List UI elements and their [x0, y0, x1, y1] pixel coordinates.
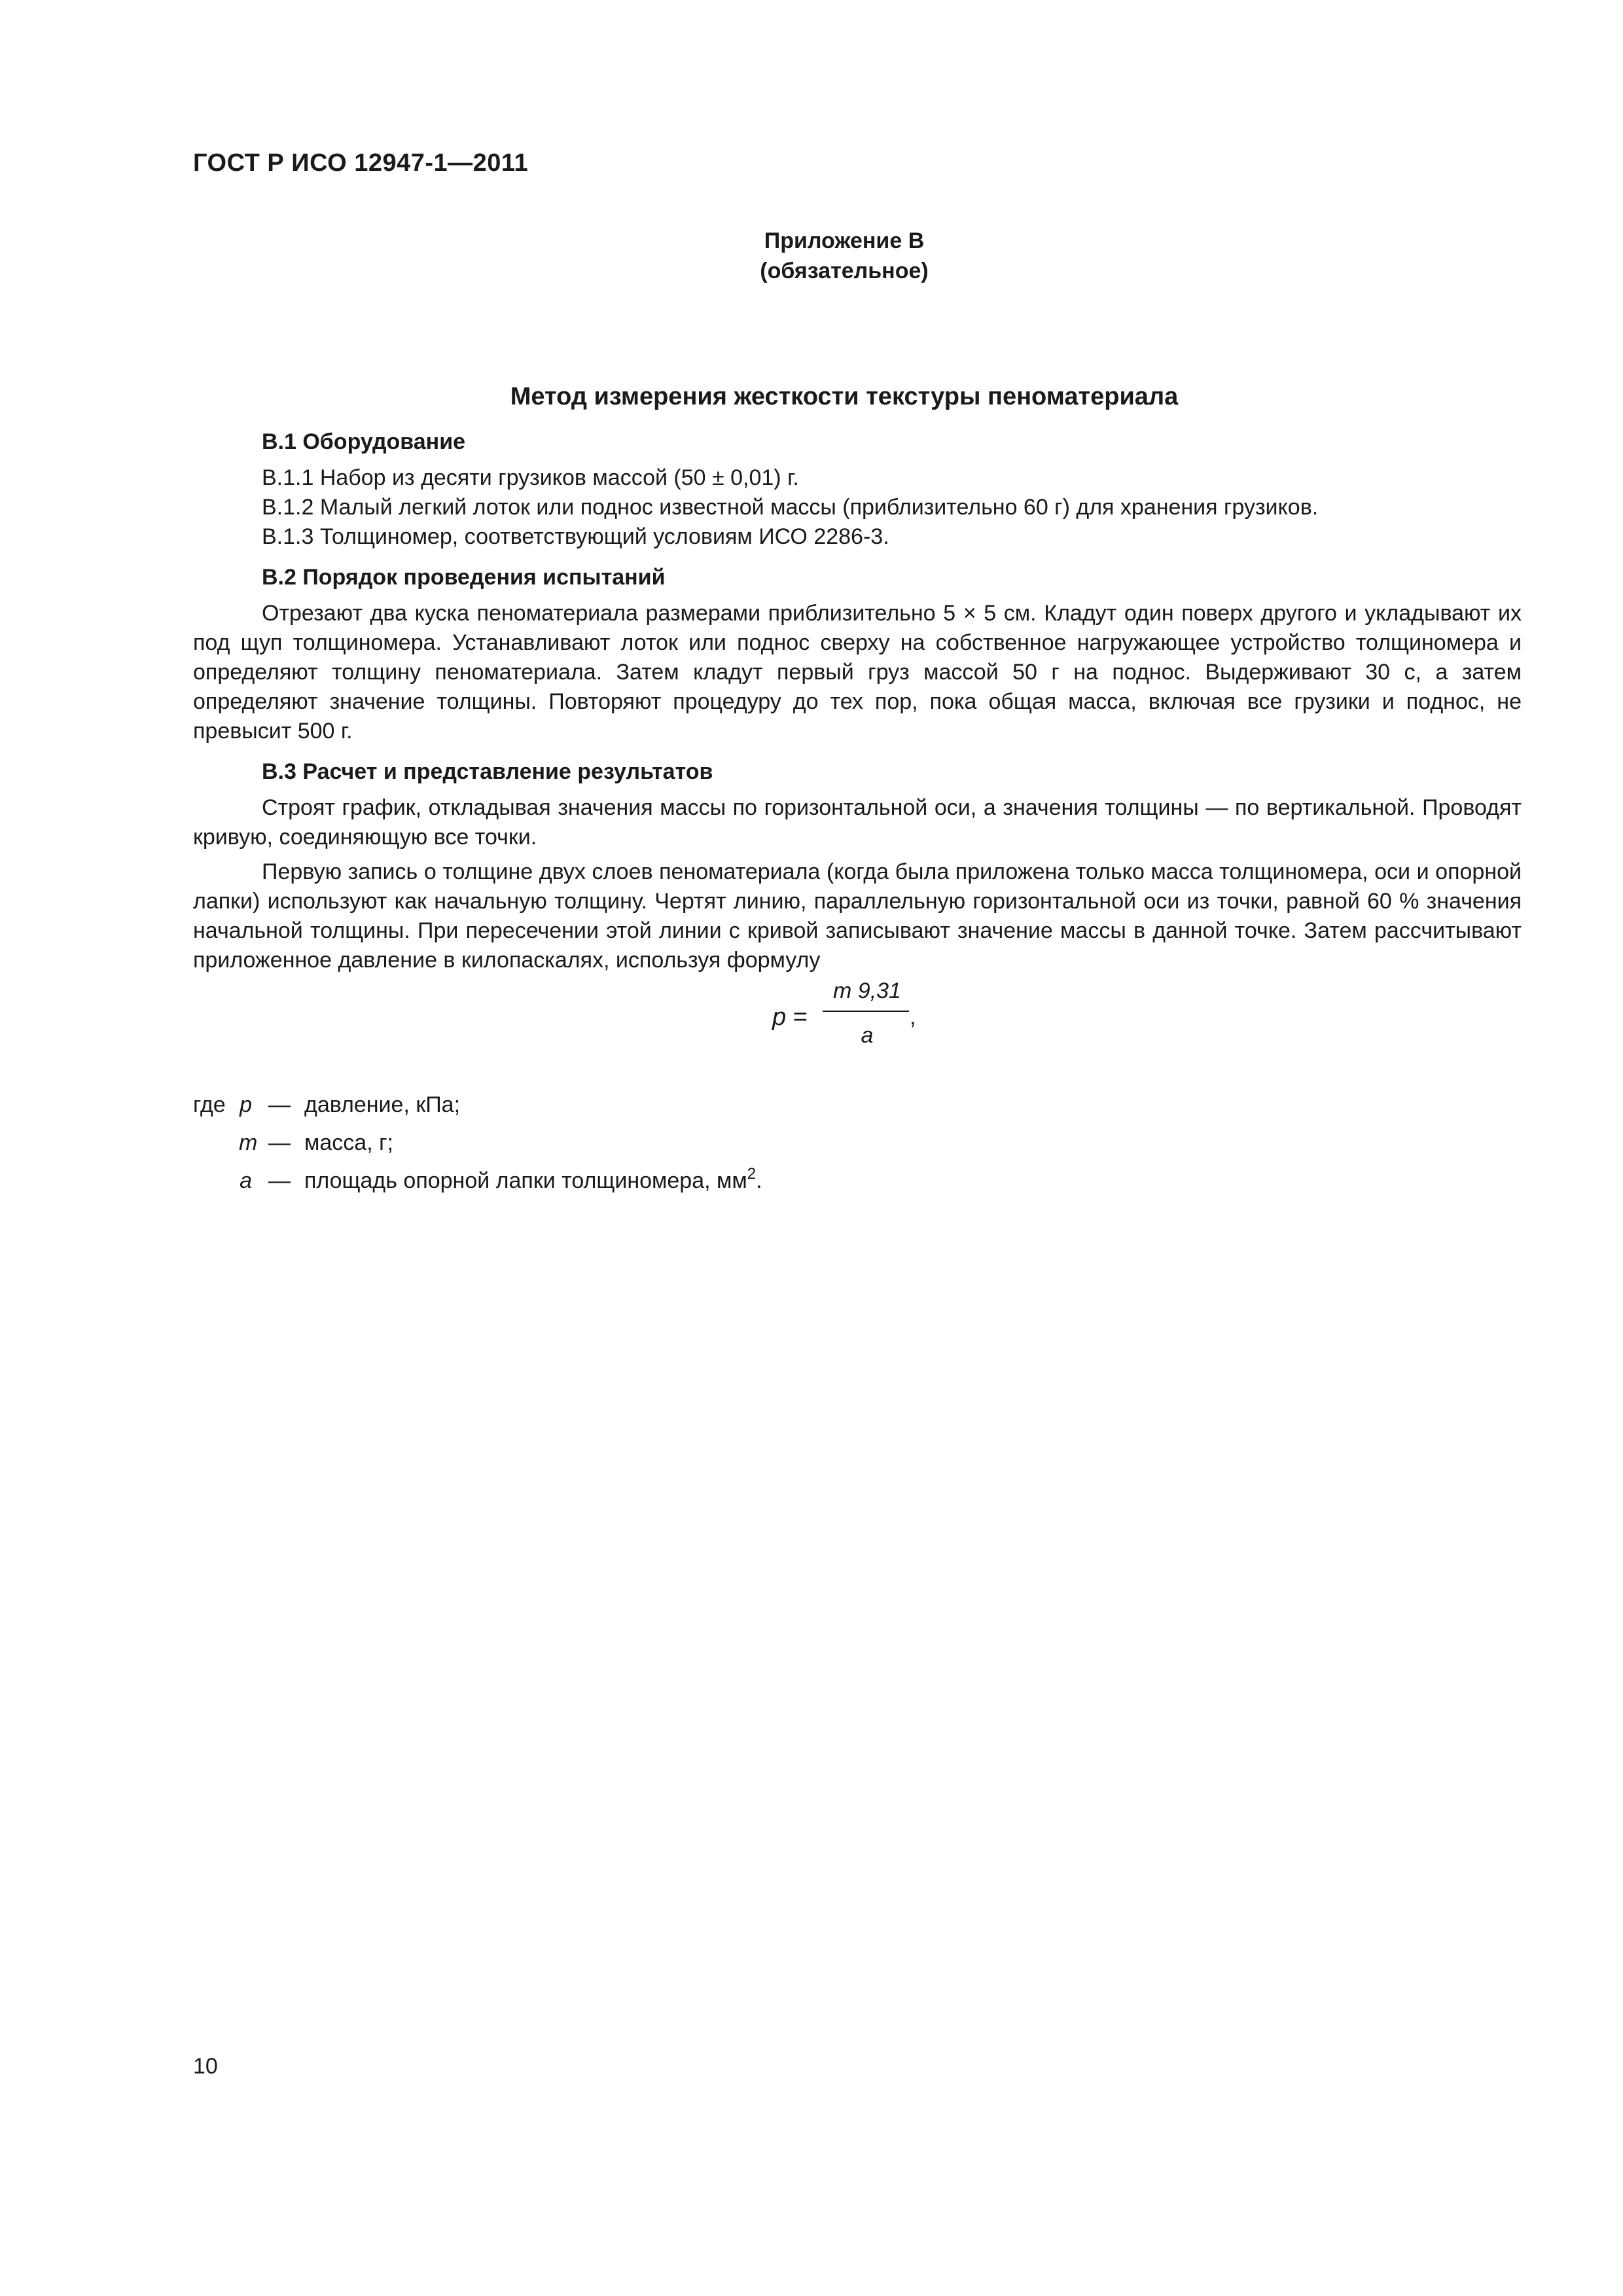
formula-symbol-p: p [772, 1003, 787, 1031]
pressure-formula [193, 977, 1522, 1075]
legend-symbol: m [239, 1130, 258, 1155]
fraction-bar [823, 1011, 909, 1012]
legend-prefix: где [193, 1092, 226, 1117]
formula-numerator: m 9,31 [833, 978, 901, 1003]
section-b1-item-1: В.1.1 Набор из десяти грузиков массой (50 ± 0,01) г. [262, 465, 799, 490]
legend-list [193, 1090, 1522, 1204]
annex-title: Приложение В [764, 228, 925, 253]
section-b3-heading: В.3 Расчет и представление результатов [262, 759, 713, 784]
legend-description: давление, кПа; [304, 1092, 461, 1117]
page-number: 10 [193, 2054, 218, 2079]
legend-symbol: p [240, 1092, 252, 1117]
main-title: Метод измерения жесткости текстуры пеноматериала [510, 383, 1179, 410]
legend-dash: — [268, 1130, 291, 1155]
formula-denominator: a [861, 1023, 874, 1048]
superscript-2: 2 [747, 1165, 757, 1183]
legend-description: масса, г; [304, 1130, 393, 1155]
section-b1-heading: В.1 Оборудование [262, 429, 466, 454]
section-b2-paragraph: Отрезают два куска пеноматериала размерами приблизительно 5 × 5 см. Кладут один поверх другого и укладывают их под щуп толщиномера. Устанавливают лоток или поднос сверху на собственное нагружающее устройство толщиномера и определяют толщину пеноматериала. Затем кладут первый груз массой 50 г на поднос. Выдерживают 30 с, а затем определяют значение толщины. Повторяют процедуру до тех пор, пока общая масса, включая все грузики и поднос, не превысит 500 г. [193, 601, 1522, 744]
legend-description: площадь опорной лапки толщиномера, $мм^2$. [304, 1165, 762, 1193]
section-b1-item-2: В.1.2 Малый легкий лоток или поднос известной массы (приблизительно 60 г) для хранения грузиков. [262, 495, 1319, 520]
formula-comma: , [910, 1005, 916, 1030]
legend-symbol: a [240, 1168, 252, 1193]
document-body [193, 425, 1522, 1204]
section-b3-paragraph-2: Первую запись о толщине двух слоев пеноматериала (когда была приложена только масса толщиномера, оси и опорной лапки) используют как начальную толщину. Чертят линию, параллельную горизонтальной оси из точки, равной 60 % значения начальной толщины. При пересечении этой линии с кривой записывают значение массы в данной точке. Затем рассчитывают приложенное давление в килопаскалях, используя формулу [193, 859, 1522, 973]
legend-dash: — [268, 1168, 291, 1193]
document-code: ГОСТ Р ИСО 12947-1—2011 [193, 149, 529, 177]
legend-row [193, 1166, 1522, 1204]
section-b1-item-3: В.1.3 Толщиномер, соответствующий условиям ИСО 2286-3. [262, 524, 889, 549]
section-b3-paragraph-1: Строят график, откладывая значения массы по горизонтальной оси, а значения толщины — по вертикальной. Проводят кривую, соединяющую все точки. [193, 795, 1522, 850]
section-b2-heading: В.2 Порядок проведения испытаний [262, 565, 666, 590]
formula-equals: = [793, 1003, 808, 1031]
legend-row [193, 1090, 1522, 1128]
formula-lhs [772, 1003, 808, 1032]
annex-status: (обязательное) [760, 259, 929, 283]
legend-row [193, 1128, 1522, 1166]
legend-dash: — [268, 1092, 291, 1117]
